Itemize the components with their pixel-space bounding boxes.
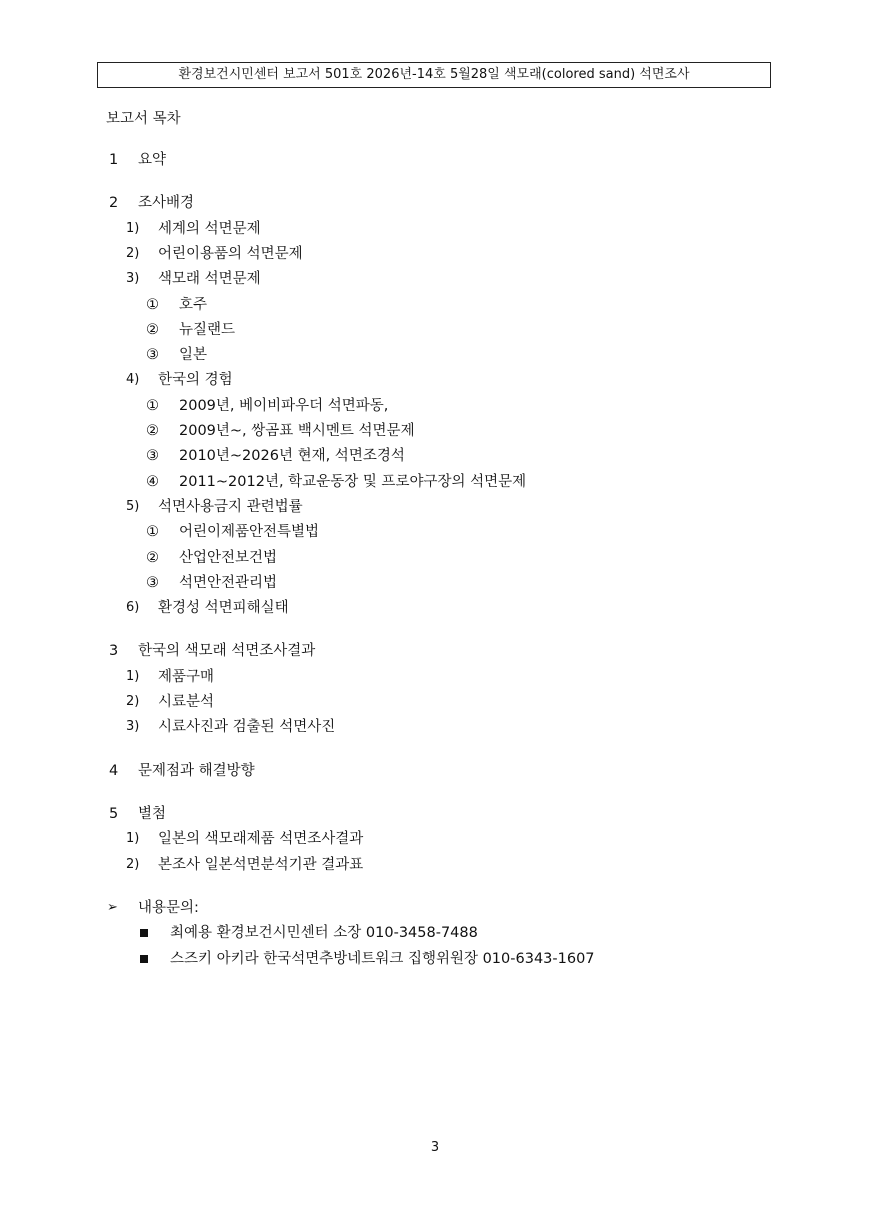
toc-label: 문제점과 해결방향: [138, 762, 255, 779]
toc-number: ④: [146, 473, 159, 490]
toc-number: 3): [126, 271, 140, 287]
toc-number: 5: [109, 805, 119, 822]
toc-number: ③: [146, 347, 159, 364]
toc-number: 4): [126, 372, 140, 388]
toc-label: 시료분석: [158, 694, 215, 710]
toc-label: 요약: [138, 152, 167, 168]
toc-label: 석면안전관리법: [179, 574, 278, 591]
toc-label: 어린이용품의 석면문제: [158, 245, 303, 262]
toc-number: ①: [146, 397, 159, 414]
toc-label: 일본: [179, 347, 208, 364]
toc-number: ②: [146, 549, 159, 566]
toc-title: 보고서 목차: [106, 111, 181, 127]
page-number: 3: [430, 1140, 440, 1155]
toc-number: ③: [146, 448, 159, 465]
toc-number: 1): [126, 668, 140, 684]
toc-label: 시료사진과 검출된 석면사진: [158, 719, 336, 736]
square-bullet-icon: [140, 929, 148, 937]
toc-number: 6): [126, 600, 140, 616]
contact-heading: 내용문의:: [138, 900, 199, 916]
toc-label: 색모래 석면문제: [158, 271, 261, 288]
toc-label: 한국의 색모래 석면조사결과: [138, 643, 316, 660]
toc-number: ①: [146, 524, 159, 541]
toc-number: 1): [126, 220, 140, 236]
toc-label: 어린이제품안전특별법: [179, 524, 320, 541]
toc-label: 환경성 석면피해실태: [158, 600, 289, 617]
toc-label: 2009년~, 쌍곰표 백시멘트 석면문제: [179, 423, 415, 439]
toc-label: 본조사 일본석면분석기관 결과표: [158, 856, 364, 873]
toc-number: 1: [109, 152, 119, 168]
contact-text: 스즈키 아키라 한국석면추방네트워크 집행위원장 010-6343-1607: [170, 950, 595, 967]
square-bullet-icon: [140, 955, 148, 963]
toc-number: ②: [146, 423, 159, 439]
toc-number: 3: [109, 643, 119, 660]
toc-label: 호주: [179, 296, 208, 313]
arrow-bullet-icon: ➢: [107, 900, 118, 915]
toc-number: 1): [126, 831, 140, 847]
toc-label: 별첨: [138, 805, 167, 822]
toc-number: 5): [126, 498, 140, 514]
toc-label: 산업안전보건법: [179, 549, 278, 566]
toc-number: 4: [109, 762, 119, 779]
toc-number: 2): [126, 856, 140, 872]
toc-label: 제품구매: [158, 668, 215, 685]
toc-label: 2011~2012년, 학교운동장 및 프로야구장의 석면문제: [179, 473, 527, 490]
toc-label: 2009년, 베이비파우더 석면파동,: [179, 397, 389, 414]
toc-label: 조사배경: [138, 195, 195, 212]
toc-number: 2): [126, 694, 140, 709]
toc-number: ③: [146, 574, 159, 591]
toc-number: 3): [126, 719, 140, 735]
toc-label: 일본의 색모래제품 석면조사결과: [158, 831, 364, 848]
toc-number: 2: [109, 195, 119, 212]
toc-label: 석면사용금지 관련법률: [158, 498, 303, 515]
toc-number: ①: [146, 296, 159, 313]
toc-label: 세계의 석면문제: [158, 220, 261, 237]
toc-label: 뉴질랜드: [179, 321, 236, 338]
toc-label: 2010년~2026년 현재, 석면조경석: [179, 448, 405, 465]
toc-number: 2): [126, 245, 140, 261]
report-header: 환경보건시민센터 보고서 501호 2026년-14호 5월28일 색모래(colored sand) 석면조사: [97, 62, 771, 88]
toc-label: 한국의 경험: [158, 372, 233, 389]
toc-number: ②: [146, 321, 159, 338]
contact-text: 최예용 환경보건시민센터 소장 010-3458-7488: [170, 925, 478, 941]
